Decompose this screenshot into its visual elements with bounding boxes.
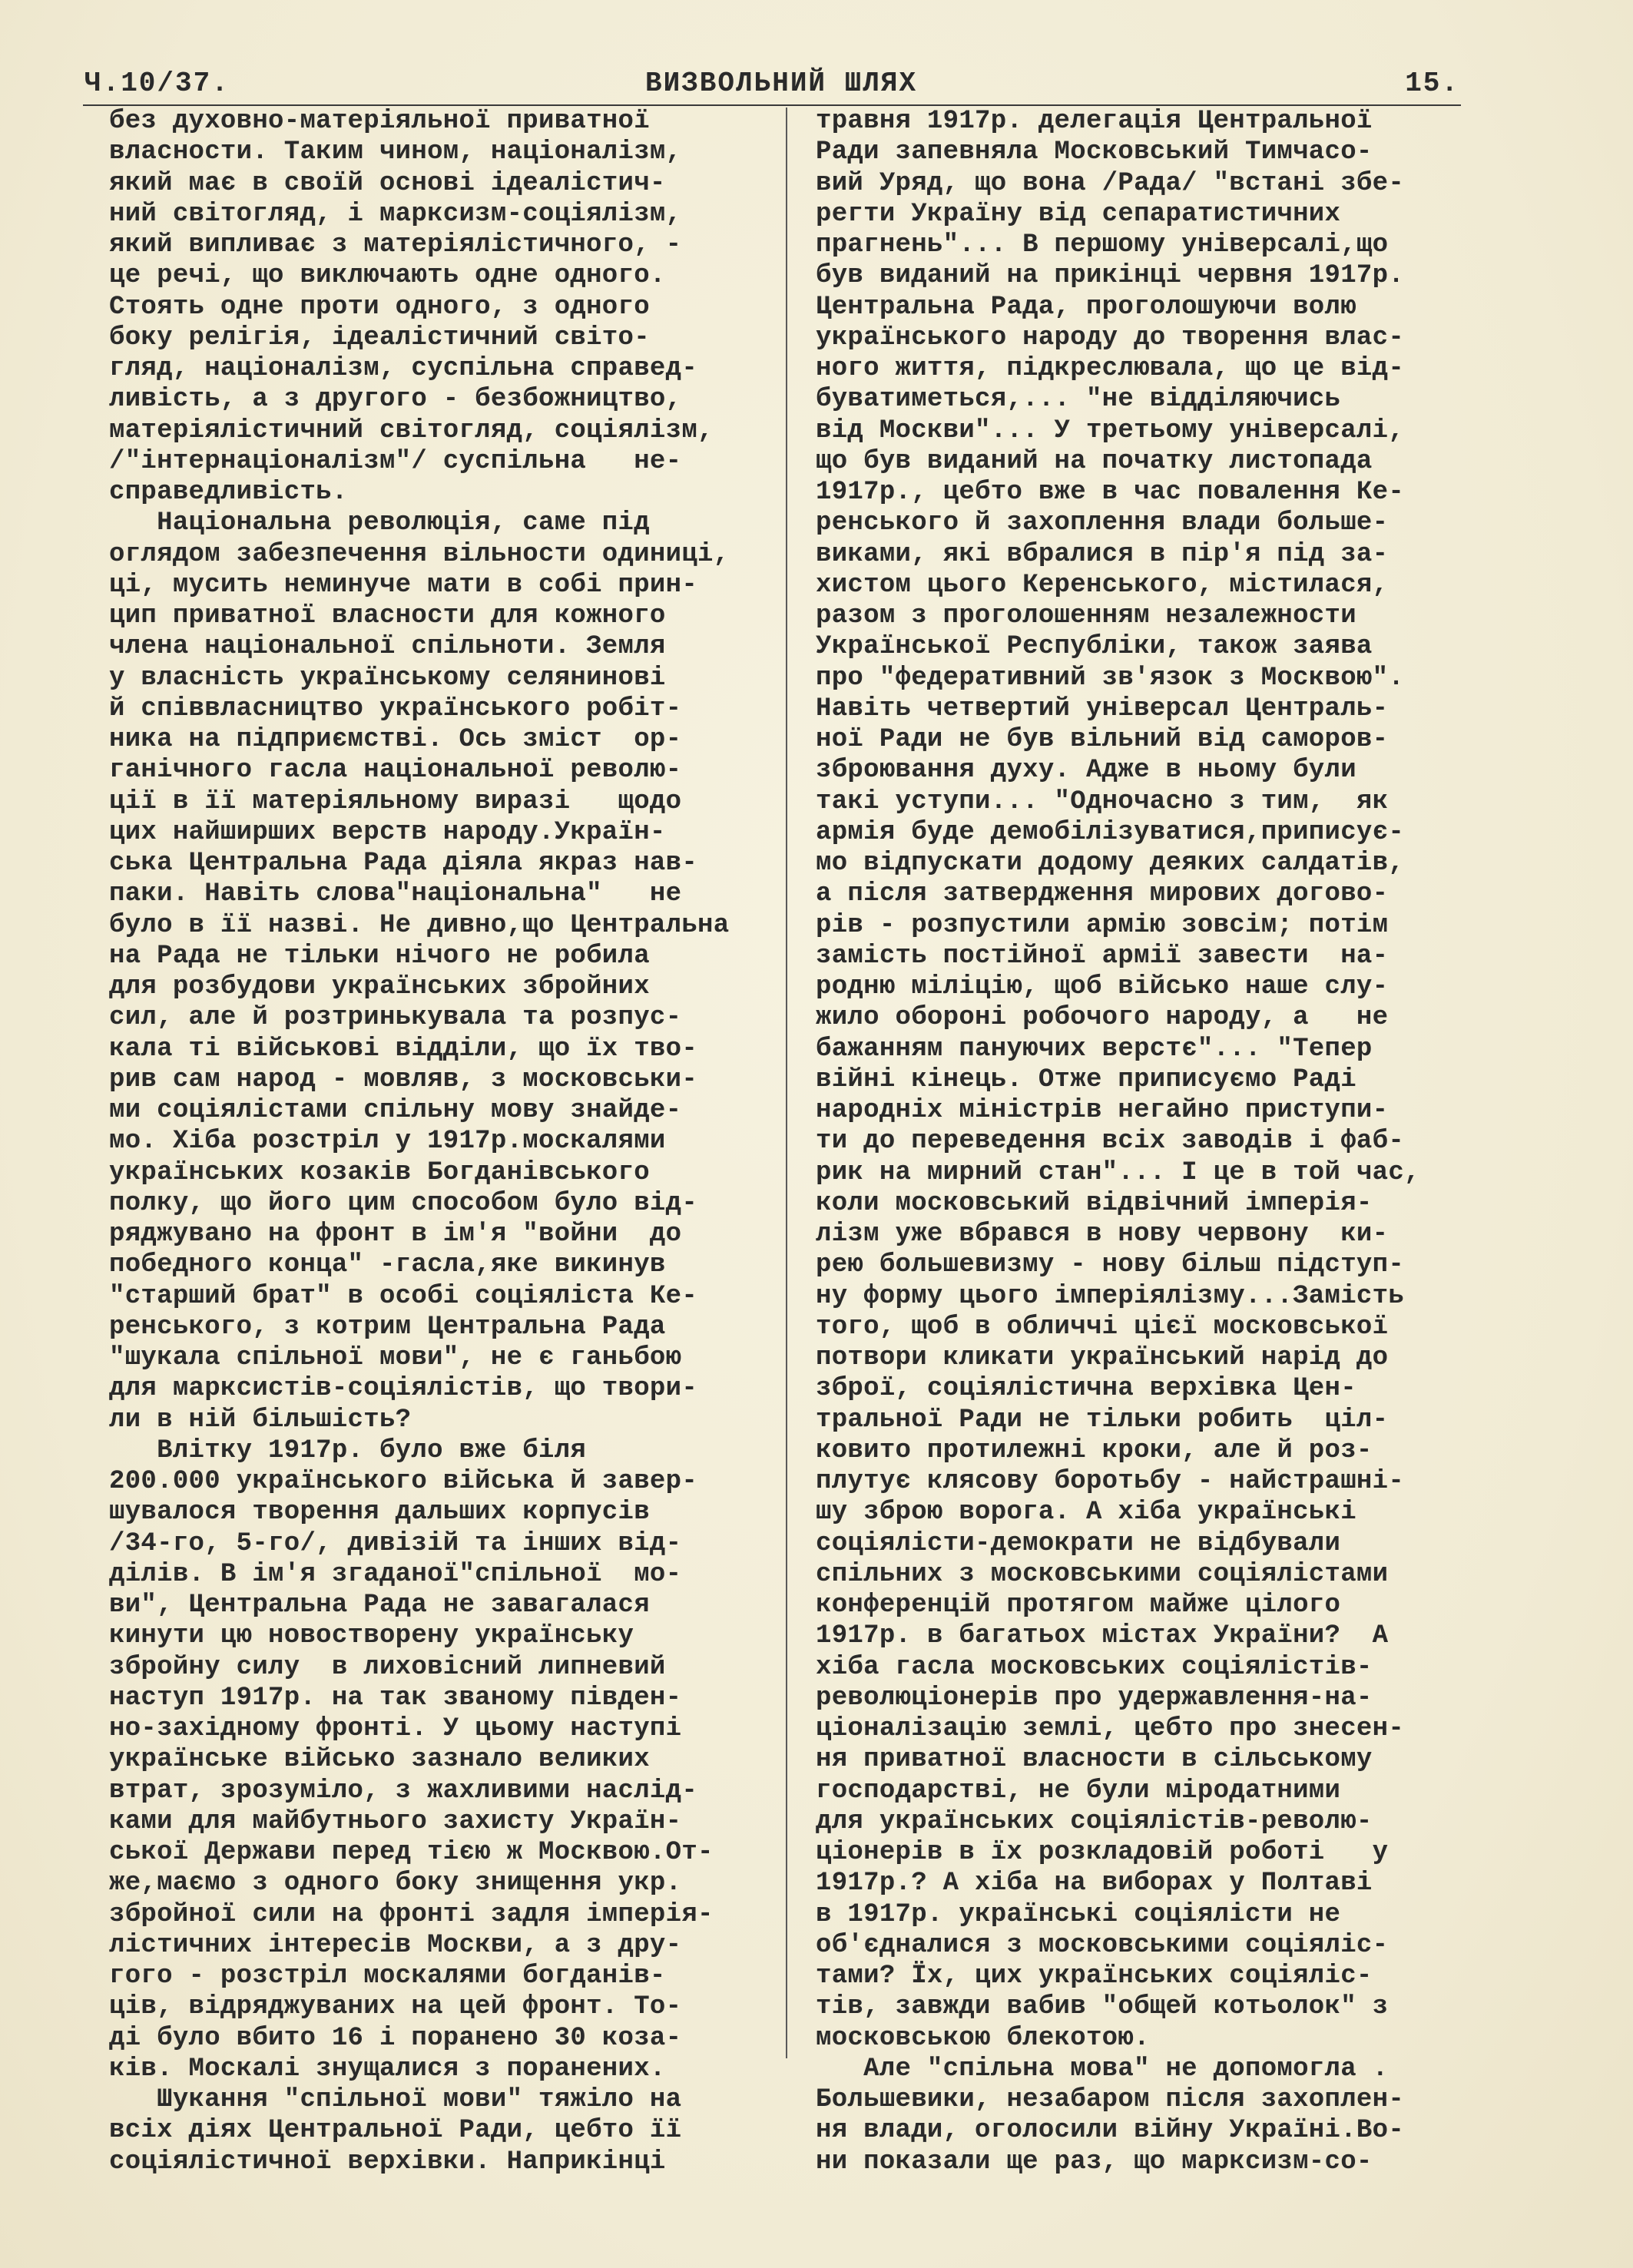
text-line: вий Уряд, що вона /Рада/ "встані збе- — [816, 168, 1405, 198]
text-line: ці, мусить неминуче мати в собі прин- — [109, 570, 698, 600]
text-line: ня приватної власности в сільському — [816, 1745, 1373, 1775]
left-column — [109, 106, 739, 2177]
text-line: лістичних інтересів Москви, а з дру- — [109, 1930, 682, 1960]
text-line: ді було вбито 16 і поранено 30 коза- — [109, 2023, 682, 2053]
text-line: ділів. В ім'я згаданої"спільної мо- — [109, 1559, 682, 1589]
text-line: ців, відряджуваних на цей фронт. То- — [109, 1992, 682, 2022]
right-column — [816, 106, 1507, 2177]
page-number: 15. — [1405, 68, 1459, 99]
text-line: про "федеративний зв'язок з Москвою". — [816, 663, 1405, 693]
text-line: збройну силу в лиховісний липневий — [109, 1652, 666, 1682]
text-line: виками, які вбралися в пір'я під за- — [816, 539, 1389, 569]
text-line: ції в її матеріяльному виразі щодо — [109, 786, 682, 816]
text-line: українських козаків Богданівського — [109, 1157, 650, 1187]
text-line: шувалося творення дальших корпусів — [109, 1498, 650, 1528]
text-line: полку, що його цим способом було від- — [109, 1188, 698, 1218]
text-line: для розбудови українських збройних — [109, 972, 650, 1002]
text-line: Ради запевняла Московський Тимчасо- — [816, 137, 1373, 167]
text-line: ну форму цього імперіялізму...Замість — [816, 1281, 1405, 1311]
text-line: жило обороні робочого народу, а не — [816, 1003, 1389, 1033]
text-line: Большевики, незабаром після захоплен- — [816, 2085, 1405, 2114]
text-line: а після затвердження мирових догово- — [816, 879, 1389, 909]
text-line: збройної сили на фронті задля імперія- — [109, 1899, 714, 1929]
publication-title: ВИЗВОЛЬНИЙ ШЛЯХ — [645, 68, 918, 99]
text-line: 1917р. в багатьох містах України? А — [816, 1621, 1389, 1651]
text-line: /"інтернаціоналізм"/ суспільна не- — [109, 446, 682, 476]
text-line: того, щоб в обличчі цієї московської — [816, 1312, 1389, 1342]
text-line: війні кінець. Отже приписуємо Раді — [816, 1064, 1356, 1094]
text-line: українське військо зазнало великих — [109, 1745, 650, 1775]
text-line: ти до переведення всіх заводів і фаб- — [816, 1127, 1405, 1157]
text-line: без духовно-матеріяльної приватної — [109, 107, 650, 136]
text-line: Але "спільна мова" не допомогла . — [816, 2054, 1389, 2084]
text-line: регти Україну від сепаратистичних — [816, 199, 1341, 229]
text-line: ного життя, підкреслювала, що це від- — [816, 354, 1405, 383]
text-line: московською блекотою. — [816, 2023, 1150, 2053]
text-line: ціонерів в їх розкладовій роботі у — [816, 1838, 1389, 1867]
text-line: який має в своїй основі ідеалістич- — [109, 168, 666, 198]
text-line: в 1917р. українські соціялісти не — [816, 1899, 1341, 1929]
text-line: що був виданий на початку листопада — [816, 446, 1373, 476]
text-line: рив сам народ - мовляв, з московськи- — [109, 1064, 698, 1094]
text-line: всіх діях Центральної Ради, цебто її — [109, 2116, 682, 2146]
text-line: замість постійної армії завести на- — [816, 941, 1389, 971]
text-line: революціонерів про удержавлення-на- — [816, 1683, 1373, 1713]
text-line: хіба гасла московських соціялістів- — [816, 1652, 1373, 1682]
text-line: хистом цього Керенського, містилася, — [816, 570, 1389, 600]
text-line: було в її назві. Не дивно,що Центральна — [109, 910, 730, 940]
text-line: Центральна Рада, проголошуючи волю — [816, 292, 1356, 322]
text-line: ської Держави перед тією ж Москвою.От- — [109, 1838, 714, 1867]
text-line: паки. Навіть слова"національна" не — [109, 879, 682, 909]
text-line: зброї, соціялістична верхівка Цен- — [816, 1374, 1356, 1404]
text-line: цих найширших верств народу.Україн- — [109, 817, 666, 847]
text-line: цип приватної власности для кожного — [109, 601, 666, 631]
text-line: Шукання "спільної мови" тяжіло на — [109, 2085, 682, 2114]
text-line: українського народу до творення влас- — [816, 323, 1405, 353]
text-line: для марксистів-соціялістів, що твори- — [109, 1374, 698, 1404]
text-line: був виданий на прикінці червня 1917р. — [816, 261, 1405, 291]
text-line: потвори кликати український нарід до — [816, 1343, 1389, 1372]
text-line: рик на мирний стан"... І це в той час, — [816, 1157, 1420, 1187]
text-line: ня влади, оголосили війну Україні.Во- — [816, 2116, 1405, 2146]
text-line: лізм уже вбрався в нову червону ки- — [816, 1220, 1389, 1249]
text-line: Навіть четвертий універсал Централь- — [816, 694, 1389, 723]
text-line: члена національної спільноти. Земля — [109, 632, 666, 662]
text-line: від Москви"... У третьому універсалі, — [816, 416, 1405, 445]
text-line: буватиметься,... "не відділяючись — [816, 385, 1341, 415]
text-line: "шукала спільної мови", не є ганьбою — [109, 1343, 682, 1372]
text-line: мо. Хіба розстріл у 1917р.москалями — [109, 1127, 666, 1157]
text-line: ціоналізацію землі, цебто про знесен- — [816, 1714, 1405, 1743]
text-line: наступ 1917р. на так званому півден- — [109, 1683, 682, 1713]
text-line: ренського й захоплення влади больше- — [816, 508, 1389, 538]
column-divider — [786, 108, 787, 2058]
text-line: й співвласництво українського робіт- — [109, 694, 682, 723]
text-line: разом з проголошенням незалежности — [816, 601, 1356, 631]
text-line: ряджувано на фронт в ім'я "войни до — [109, 1220, 682, 1249]
text-line: ни показали ще раз, що марксизм-со- — [816, 2147, 1373, 2177]
text-line: ська Центральна Рада діяла якраз нав- — [109, 849, 698, 878]
text-line: ника на підприємстві. Ось зміст ор- — [109, 725, 682, 754]
text-line: який випливає з матеріялістичного, - — [109, 230, 682, 260]
text-line: тами? Їх, цих українських соціяліс- — [816, 1962, 1373, 1991]
text-line: оглядом забезпечення вільности одиниці, — [109, 539, 730, 569]
text-line: матеріялістичний світогляд, соціялізм, — [109, 416, 714, 445]
text-line: власности. Таким чином, націоналізм, — [109, 137, 682, 167]
text-line: ганічного гасла національної револю- — [109, 756, 682, 786]
text-line: зброювання духу. Адже в ньому були — [816, 756, 1356, 786]
text-line: коли московський відвічний імперія- — [816, 1188, 1373, 1218]
text-line: гого - розстріл москалями богданів- — [109, 1962, 666, 1991]
text-line: господарстві, не були міродатними — [816, 1776, 1341, 1806]
text-line: конференцій протягом майже цілого — [816, 1591, 1341, 1620]
text-line: 1917р., цебто вже в час повалення Ке- — [816, 478, 1405, 507]
text-line: тів, завжди вабив "общей котьолок" з — [816, 1992, 1389, 2022]
text-line: ний світогляд, і марксизм-соціялізм, — [109, 199, 682, 229]
text-line: /34-го, 5-го/, дивізій та інших від- — [109, 1528, 682, 1558]
text-line: рею большевизму - нову більш підступ- — [816, 1250, 1405, 1280]
text-line: но-західному фронті. У цьому наступі — [109, 1714, 682, 1743]
text-line: 1917р.? А хіба на виборах у Полтаві — [816, 1869, 1373, 1899]
text-line: справедливість. — [109, 478, 348, 507]
running-header — [84, 68, 1459, 104]
text-line: спільних з московськими соціялістами — [816, 1559, 1389, 1589]
text-line: ків. Москалі знущалися з поранених. — [109, 2054, 666, 2084]
text-line: тральної Ради не тільки робить ціл- — [816, 1405, 1389, 1435]
text-line: сил, але й розтринькувала та розпус- — [109, 1003, 682, 1033]
text-line: ливість, а з другого - безбожництво, — [109, 385, 682, 415]
text-line: такі уступи... "Одночасно з тим, як — [816, 786, 1389, 816]
text-line: травня 1917р. делегація Центральної — [816, 107, 1373, 136]
text-line: народніх міністрів негайно приступи- — [816, 1096, 1389, 1125]
text-line: мо відпускати додому деяких салдатів, — [816, 849, 1405, 878]
text-line: "старший брат" в особі соціяліста Ке- — [109, 1281, 698, 1311]
text-line: Української Республіки, також заява — [816, 632, 1373, 662]
text-line: соціялістичної верхівки. Наприкінці — [109, 2147, 666, 2177]
text-line: боку релігія, ідеалістичний світо- — [109, 323, 650, 353]
text-line: бажанням пануючих верстє"... "Тепер — [816, 1034, 1373, 1064]
text-line: прагнень"... В першому універсалі,що — [816, 230, 1389, 260]
issue-number: Ч.10/37. — [84, 68, 230, 99]
text-line: рів - розпустили армію зовсім; потім — [816, 910, 1389, 940]
text-line: гляд, націоналізм, суспільна справед- — [109, 354, 698, 383]
text-line: победного конца" -гасла,яке викинув — [109, 1250, 666, 1280]
text-line: на Рада не тільки нічого не робила — [109, 941, 650, 971]
text-line: кала ті військові відділи, що їх тво- — [109, 1034, 698, 1064]
text-line: Національна революція, саме під — [109, 508, 650, 538]
text-line: плутує клясову боротьбу - найстрашні- — [816, 1467, 1405, 1496]
text-line: для українських соціялістів-револю- — [816, 1806, 1373, 1836]
text-line: ної Ради не був вільний від саморов- — [816, 725, 1389, 754]
text-line: втрат, зрозуміло, з жахливими наслід- — [109, 1776, 698, 1806]
text-line: ми соціялістами спільну мову знайде- — [109, 1096, 682, 1125]
text-line: родню міліцію, щоб військо наше слу- — [816, 972, 1389, 1002]
text-line: соціялісти-демократи не відбували — [816, 1528, 1341, 1558]
text-line: же,маємо з одного боку знищення укр. — [109, 1869, 682, 1899]
text-line: у власність українському селянинові — [109, 663, 666, 693]
text-line: шу зброю ворога. А хіба українські — [816, 1498, 1356, 1528]
text-line: ренського, з котрим Центральна Рада — [109, 1312, 666, 1342]
text-line: кинути цю новостворену українську — [109, 1621, 634, 1651]
text-line: ли в ній більшість? — [109, 1405, 412, 1435]
text-line: це речі, що виключають одне одного. — [109, 261, 666, 291]
text-line: 200.000 українського війська й завер- — [109, 1467, 698, 1496]
text-line: ковито протилежні кроки, але й роз- — [816, 1435, 1373, 1465]
text-line: ками для майбутнього захисту Україн- — [109, 1806, 682, 1836]
text-line: армія буде демобілізуватися,приписує- — [816, 817, 1405, 847]
text-line: об'єдналися з московськими соціяліс- — [816, 1930, 1389, 1960]
text-line: ви", Центральна Рада не завагалася — [109, 1591, 650, 1620]
text-line: Стоять одне проти одного, з одного — [109, 292, 650, 322]
text-line: Влітку 1917р. було вже біля — [109, 1435, 587, 1465]
